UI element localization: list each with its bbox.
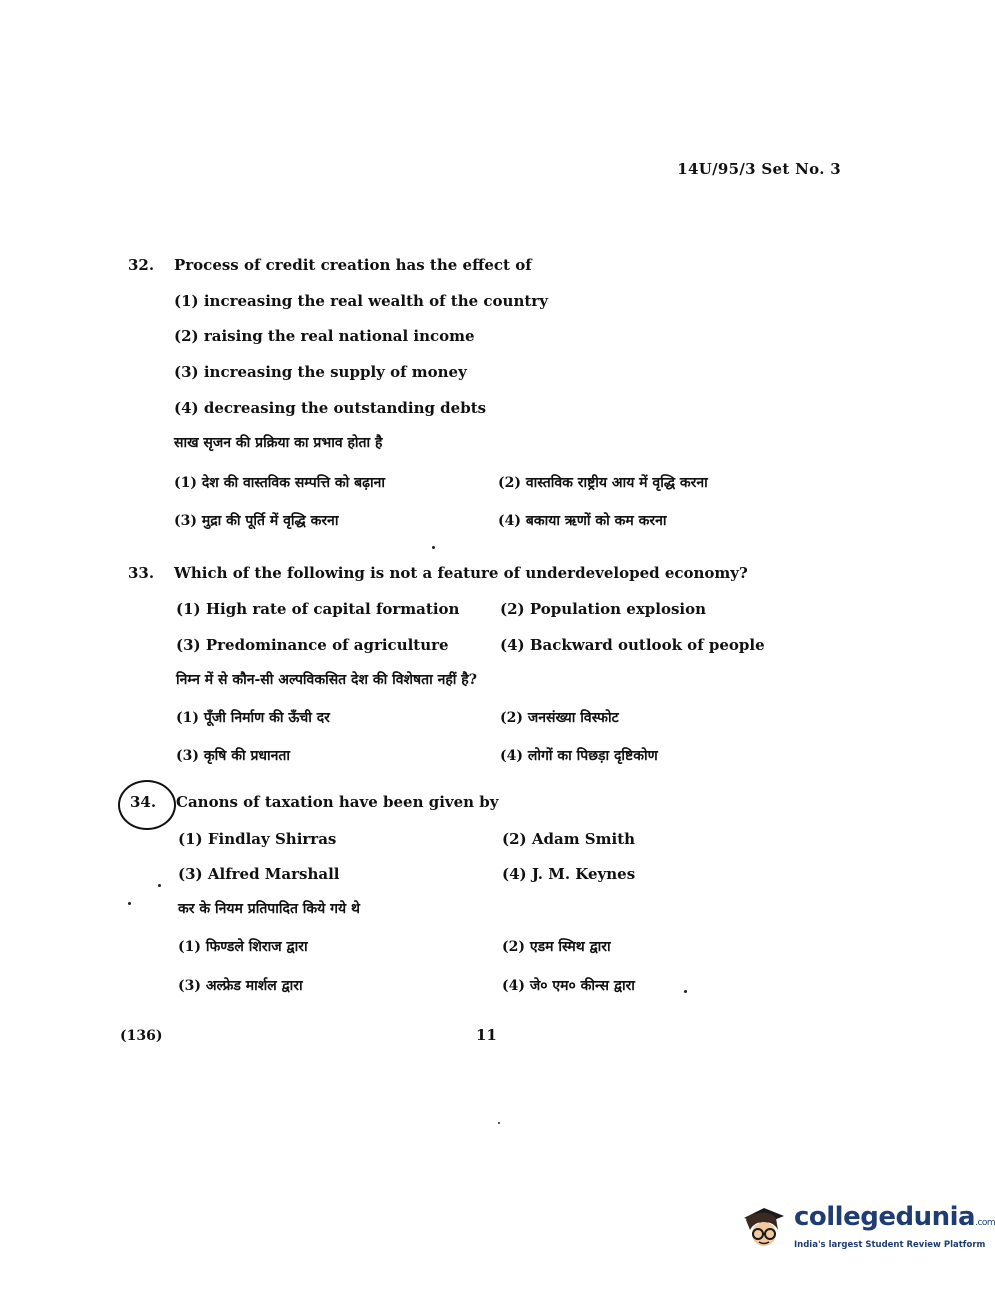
hindi-question-text: निम्न में से कौन-सी अल्पविकसित देश की विशेषता नहीं है? [176,672,477,688]
option-2: (2) Population explosion [500,600,707,618]
scan-speck [684,990,687,993]
option-2: (2) Adam Smith [502,830,636,848]
hindi-option-4: (4) लोगों का पिछड़ा दृष्टिकोण [500,748,658,764]
question-33 [128,564,828,582]
question-text: Which of the following is not a feature of underdeveloped economy? [174,564,748,582]
scan-speck [498,1122,500,1124]
brand-name [794,1202,995,1232]
hindi-option-1: (1) देश की वास्तविक सम्पत्ति को बढ़ाना [174,475,386,491]
option-4: (4) decreasing the outstanding debts [174,399,487,417]
hindi-option-2: (2) एडम स्मिथ द्वारा [502,939,611,955]
option-2: (2) raising the real national income [174,327,475,345]
question-text: Process of credit creation has the effect of [174,256,532,274]
option-3: (3) Alfred Marshall [178,865,340,883]
option-3: (3) Predominance of agriculture [176,636,449,654]
hindi-option-2: (2) वास्तविक राष्ट्रीय आय में वृद्धि करना [498,475,708,491]
mascot-icon [738,1200,790,1252]
hindi-option-3: (3) मुद्रा की पूर्ति में वृद्धि करना [174,513,339,529]
option-1: (1) Findlay Shirras [178,830,337,848]
scan-speck [128,902,131,905]
brand-name-text: collegedunia [794,1202,976,1232]
hindi-option-4: (4) जे० एम० कीन्स द्वारा [502,978,635,994]
set-number: 14U/95/3 Set No. 3 [677,160,841,178]
collegedunia-logo [738,1196,995,1260]
question-number: 33. [128,564,155,582]
question-number: 32. [128,256,155,274]
scan-speck [158,884,161,887]
option-4: (4) J. M. Keynes [502,865,636,883]
page-number: 11 [476,1026,497,1044]
hindi-option-3: (3) अल्फ्रेड मार्शल द्वारा [178,978,303,994]
scan-speck [432,546,435,549]
option-1: (1) High rate of capital formation [176,600,460,618]
hindi-question-text: कर के नियम प्रतिपादित किये गये थे [178,901,360,917]
hindi-option-3: (3) कृषि की प्रधानता [176,748,291,764]
hindi-option-1: (1) फिण्डले शिराज द्वारा [178,939,308,955]
question-32 [128,256,828,274]
brand-suffix: .com [975,1218,995,1228]
hindi-option-2: (2) जनसंख्या विस्फोट [500,710,619,726]
option-4: (4) Backward outlook of people [500,636,765,654]
question-number: 34. [130,793,157,811]
paper-code: (136) [120,1028,163,1044]
option-3: (3) increasing the supply of money [174,363,467,381]
brand-tagline: India's largest Student Review Platform [794,1240,986,1250]
hindi-question-text: साख सृजन की प्रक्रिया का प्रभाव होता है [174,435,383,451]
question-text: Canons of taxation have been given by [176,793,499,811]
option-1: (1) increasing the real wealth of the country [174,292,548,310]
hindi-option-4: (4) बकाया ऋणों को कम करना [498,513,667,529]
hindi-option-1: (1) पूँजी निर्माण की ऊँची दर [176,710,330,726]
question-34 [130,793,830,811]
